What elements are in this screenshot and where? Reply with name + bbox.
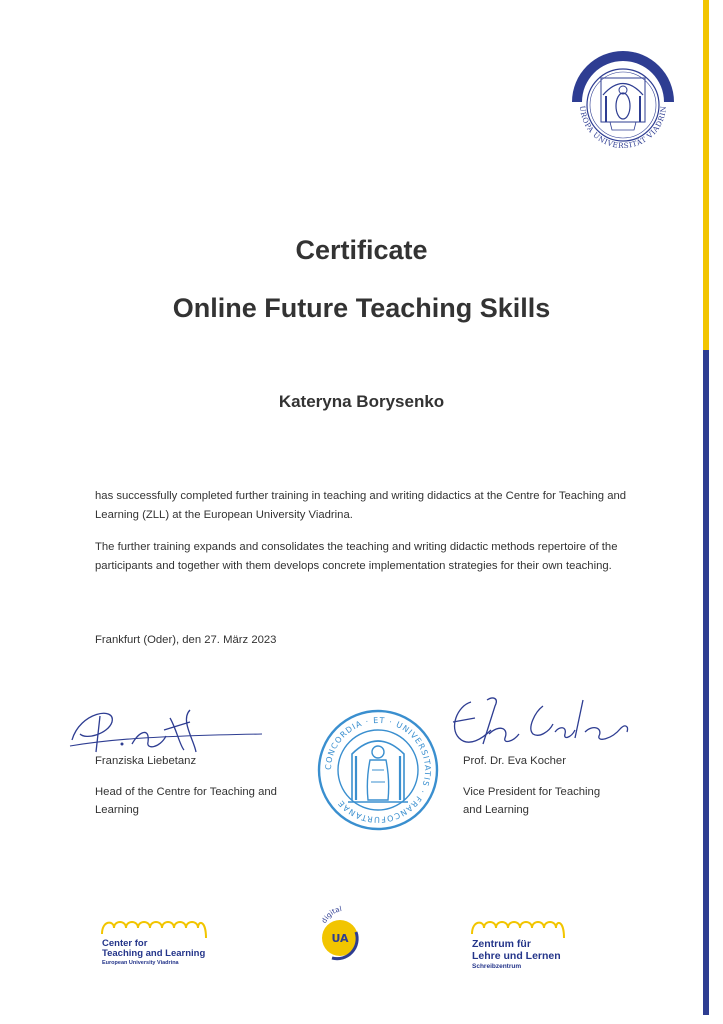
zll-logo-line-2: Teaching and Learning [102, 948, 206, 959]
wave-icon [470, 916, 570, 940]
certificate-subtitle: Online Future Teaching Skills [172, 293, 551, 323]
university-seal-icon [568, 50, 678, 160]
zentrum-lehre-lernen-logo [470, 916, 600, 976]
center-teaching-learning-logo [100, 916, 230, 970]
digital-ua-logo [310, 902, 374, 966]
blue-edge-stripe [703, 350, 709, 1015]
left-signer-name: Franziska Liebetanz [95, 755, 197, 767]
right-signature-graphic [443, 688, 633, 758]
zll-logo-line-1: Center for [102, 938, 148, 949]
completion-statement: has successfully completed further training in teaching and writing didactics at the Centre for Teaching and Learning (ZLL) at the European University Viadrina. [95, 490, 627, 521]
zlt-logo-line-2: Lehre und Lernen [472, 950, 561, 962]
recipient-name: Kateryna Borysenko [278, 392, 445, 411]
training-description: The further training expands and consolidates the teaching and writing didactic methods repertoire of the participants and together with them develops concrete implementation strategies for their own teaching. [95, 541, 618, 572]
certificate-title: Certificate [295, 235, 428, 265]
official-seal-icon [316, 708, 440, 832]
zlt-logo-line-1: Zentrum für [472, 938, 531, 950]
left-signer-role: Head of the Centre for Teaching and Learning [95, 786, 277, 816]
zll-logo-line-3: European University Viadrina [102, 960, 179, 966]
right-signer-role: Vice President for Teaching and Learning [463, 786, 601, 816]
wave-icon [100, 916, 210, 940]
seal-ring-text: UROPA UNIVERSITÄT VIADRIN [577, 105, 669, 151]
seal-ring-text-bottom: CONCORDIA · ET · UNIVERSITATIS · FRANCOFURTANAE [323, 715, 433, 825]
right-signer-name: Prof. Dr. Eva Kocher [463, 755, 566, 767]
place-and-date: Frankfurt (Oder), den 27. März 2023 [95, 634, 277, 646]
ua-arc-text: digital [320, 904, 343, 925]
zlt-logo-line-3: Schreibzentrum [472, 963, 522, 970]
ua-badge-text: UA [331, 932, 349, 945]
